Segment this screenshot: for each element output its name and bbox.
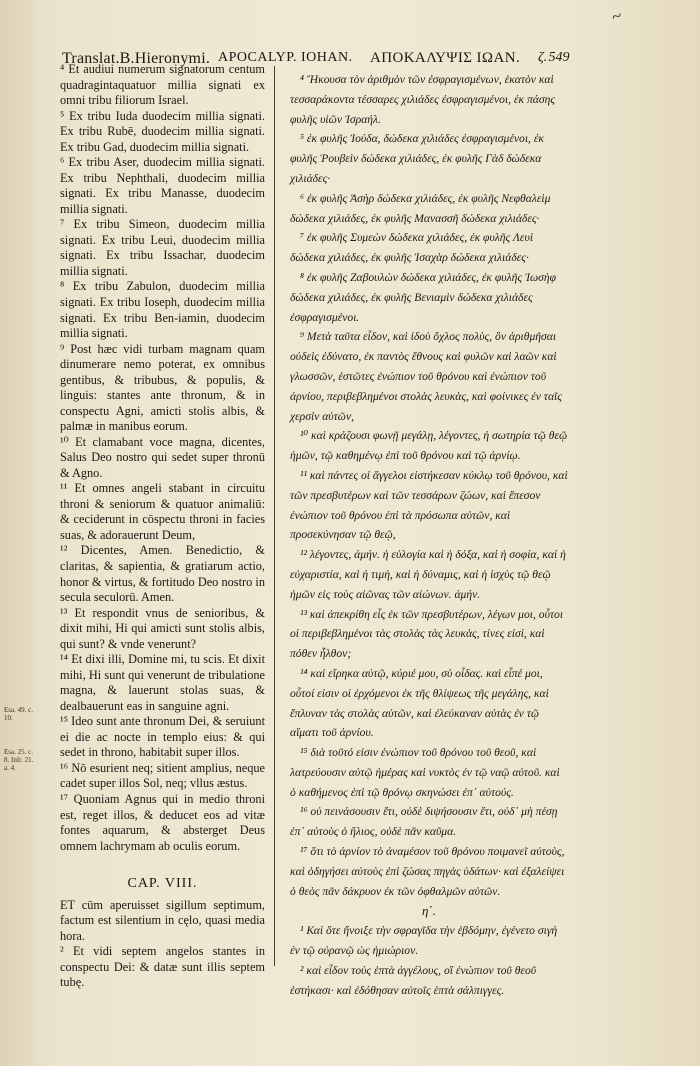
ink-flourish-icon: ~ [608,4,625,28]
greek-verse: ⁸ ἐκ φυλῆς Ζαβουλὼν δώδεκα χιλιάδες, ἐκ φυλῆς Ἰωσὴφ δώδεκα χιλιάδες, ἐκ φυλῆς Βενιαμὶν δώδεκα χιλιάδες ἐσφραγισμένοι. [290,270,557,324]
greek-verse: ⁹ Μετὰ ταῦτα εἶδον, καὶ ἰδοὺ ὄχλος πολὺς, ὃν ἀριθμῆσαι οὐδεὶς ἐδύνατο, ἐκ παντὸς ἔθνους καὶ φυλῶν καὶ λαῶν καὶ γλωσσῶν, ἑστῶτες ἐνώπιον τοῦ θρόνου καὶ ἐνώπιον τοῦ ἀρνίου, περιβεβλημένοι στολὰς λευκὰς, καὶ φοίνικες ἐν ταῖς χερσὶν αὐτῶν, [290,330,562,423]
latin-verse: ¹⁶ Nō esurient neq; sitient amplius, neque cadet super illos Sol, neq; vllus æstus. [60,760,265,791]
greek-verse: ² καὶ εἶδον τοὺς ἑπτὰ ἀγγέλους, οἳ ἐνώπιον τοῦ θεοῦ ἑστήκασι· καὶ ἐδόθησαν αὐτοῖς ἑπτὰ σάλπιγγες. [290,963,537,997]
latin-chapter-heading: CAP. VIII. [127,876,198,892]
greek-verse: ¹² λέγοντες, ἀμήν. ἡ εὐλογία καὶ ἡ δόξα, καὶ ἡ σοφία, καὶ ἡ εὐχαριστία, καὶ ἡ τιμὴ, καὶ ἡ δύναμις, καὶ ἡ ἰσχὺς τῷ θεῷ ἡμῶν εἰς τοὺς αἰῶνας τῶν αἰώνων. ἀμήν. [290,548,566,601]
greek-verse: ⁷ ἐκ φυλῆς Συμεὼν δώδεκα χιλιάδες, ἐκ φυλῆς Λευὶ δώδεκα χιλιάδες, ἐκ φυλῆς Ἰσαχὰρ δώδεκα χιλιάδες· [290,231,534,265]
greek-chapter-heading: η΄. [421,903,437,919]
header-chapter-mark: ζ. [538,50,548,65]
greek-column [290,70,568,1000]
latin-verse: ² Et vidi septem angelos stantes in conspectu Dei: & datæ sunt illis septem tubę. [60,944,265,990]
latin-column [60,62,265,991]
header-middle: APOCALYP. IOHAN. [218,50,353,65]
latin-verse: ET cūm aperuisset sigillum septimum, factum est silentium in cęlo, quasi media hora. [60,897,265,943]
greek-verse: ¹⁷ ὅτι τὸ ἀρνίον τὸ ἀναμέσον τοῦ θρόνου ποιμανεῖ αὐτοὺς, καὶ ὁδηγήσει αὐτοὺς ἐπὶ ζώσας πηγὰς ὑδάτων· καὶ ἐξαλείψει ὁ θεὸς πᾶν δάκρυον ἐκ τῶν ὀφθαλμῶν αὐτῶν. [290,845,565,898]
margin-note: Esa. 25. c. 8. Infr. 21. a. 4. [4,748,34,772]
latin-verse: ⁵ Ex tribu Iuda duodecim millia signati. Ex tribu Rubē, duodecim millia signati. Ex tribu Gad, duodecim millia signati. [60,108,265,154]
latin-verse: ⁴ Et audiui numerum signatorum centum quadragintaquatuor millia signati ex omni tribu filiorum Israel. [60,62,265,108]
greek-verse: ¹¹ καὶ πάντες οἱ ἄγγελοι εἱστήκεσαν κύκλῳ τοῦ θρόνου, καὶ τῶν πρεσβυτέρων καὶ τῶν τεσσάρων ζώων, καὶ ἔπεσον ἐνώπιον τοῦ θρόνου ἐπὶ τὰ πρόσωπα αὐτῶν, καὶ προσεκύνησαν τῷ θεῷ, [290,468,568,542]
latin-verse: ¹³ Et respondit vnus de senioribus, & dixit mihi, Hi qui amicti sunt stolis albis, qui sunt? & vnde venerunt? [60,605,265,651]
greek-verse: ¹⁵ διὰ τοῦτό εἰσιν ἐνώπιον τοῦ θρόνου τοῦ θεοῦ, καὶ λατρεύουσιν αὐτῷ ἡμέρας καὶ νυκτὸς ἐν τῷ ναῷ αὐτοῦ. καὶ ὁ καθήμενος ἐπὶ τῷ θρόνῳ σκηνώσει ἐπ᾽ αὐτούς. [290,746,560,799]
margin-note: Esa. 49. c. 10. [4,706,33,722]
latin-verse: ¹¹ Et omnes angeli stabant in circuitu throni & seniorum & quatuor animaliū: & ceciderunt in cōspectu throni in facies suas, & adorauerunt Deum, [60,481,265,542]
latin-verse: ⁶ Ex tribu Aser, duodecim millia signati. Ex tribu Nephthali, duodecim millia signati. Ex tribu Manasse, duodecim millia signati. [60,155,265,216]
header-right: ΑΠΟΚΑΛΥΨΙΣ ΙΩΑΝ. [370,50,521,66]
latin-verse: ⁸ Ex tribu Zabulon, duodecim millia signati. Ex tribu Ioseph, duodecim millia signati. Ex tribu Ben-iamin, duodecim millia signati. [60,279,265,341]
column-divider [274,66,275,966]
greek-verse: ¹⁴ καὶ εἴρηκα αὐτῷ, κύριέ μου, σὺ οἶδας. καὶ εἶπέ μοι, οὗτοί εἰσιν οἱ ἐρχόμενοι ἐκ τῆς θλίψεως τῆς μεγάλης, καὶ ἔπλυναν τὰς στολὰς αὐτῶν, καὶ ἐλεύκαναν αὐτὰς ἐν τῷ αἵματι τοῦ ἀρνίου. [290,666,549,740]
latin-verse: ⁷ Ex tribu Simeon, duodecim millia signati. Ex tribu Leui, duodecim millia signati. Ex tribu Issachar, duodecim millia signati. [60,217,265,278]
latin-verse: ¹⁵ Ideo sunt ante thronum Dei, & seruiunt ei die ac nocte in templo eius: & qui sedet in throno, habitabit super illos. [60,714,265,760]
greek-verse: ¹³ καὶ ἀπεκρίθη εἷς ἐκ τῶν πρεσβυτέρων, λέγων μοι, οὗτοι οἱ περιβεβλημένοι τὰς στολὰς τὰς λευκὰς, τίνες εἰσὶ, καὶ πόθεν ἦλθον; [290,607,564,661]
greek-verse: ¹ Καὶ ὅτε ἤνοιξε τὴν σφραγῖδα τὴν ἑβδόμην, ἐγένετο σιγὴ ἐν τῷ οὐρανῷ ὡς ἡμιώριον. [290,924,558,958]
greek-verse: ⁵ ἐκ φυλῆς Ἰούδα, δώδεκα χιλιάδες ἐσφραγισμένοι, ἐκ φυλῆς Ῥουβεὶν δώδεκα χιλιάδες, ἐκ φυλῆς Γὰδ δώδεκα χιλιάδες· [290,132,544,185]
greek-verse: ⁶ ἐκ φυλῆς Ἀσὴρ δώδεκα χιλιάδες, ἐκ φυλῆς Νεφθαλεὶμ δώδεκα χιλιάδες, ἐκ φυλῆς Μανασσῆ δώδεκα χιλιάδες· [290,191,551,225]
latin-verse: ¹⁷ Quoniam Agnus qui in medio throni est, reget illos, & deducet eos ad vitæ fontes aquarum, & absterget Deus omnem lachrymam ab oculis eorum. [60,791,265,853]
latin-verse: ¹² Dicentes, Amen. Benedictio, & claritas, & sapientia, & gratiarum actio, honor & virtus, & fortitudo Deo nostro in secula seculorū. Amen. [60,543,265,605]
greek-verse: ⁴ Ἤκουσα τὸν ἀριθμὸν τῶν ἐσφραγισμένων, ἑκατὸν καὶ τεσσαράκοντα τέσσαρες χιλιάδες ἐσφραγισμένοι, ἐκ πάσης φυλῆς υἱῶν Ἰσραήλ. [290,73,556,126]
latin-verse: ⁹ Post hæc vidi turbam magnam quam dinumerare nemo poterat, ex omnibus gentibus, & tribubus, & populis, & linguis: stantes ante thronum, & in conspectu Agni, amicti stolis albis, & palmæ in manibus eorum. [60,341,265,434]
page-number: 549 [548,50,570,65]
greek-verse: ¹⁶ οὐ πεινάσουσιν ἔτι, οὐδὲ διψήσουσιν ἔτι, οὐδ᾽ μὴ πέσῃ ἐπ᾽ αὐτοὺς ὁ ἥλιος, οὐδὲ πᾶν καῦμα. [290,805,558,839]
greek-verse: ¹⁰ καὶ κράζουσι φωνῇ μεγάλῃ, λέγοντες, ἡ σωτηρία τῷ θεῷ ἡμῶν, τῷ καθημένῳ ἐπὶ τοῦ θρόνου καὶ τῷ ἀρνίῳ. [290,429,568,463]
latin-verse: ¹⁰ Et clamabant voce magna, dicentes, Salus Deo nostro qui sedet super thronū & Agno. [60,434,265,480]
header-left: Translat.B.Hieronymi. [62,50,211,67]
latin-verse: ¹⁴ Et dixi illi, Domine mi, tu scis. Et dixit mihi, Hi sunt qui venerunt de tribulatione magna, & lauerunt stolas suas, & dealbauerunt eas in sanguine agni. [60,652,265,713]
